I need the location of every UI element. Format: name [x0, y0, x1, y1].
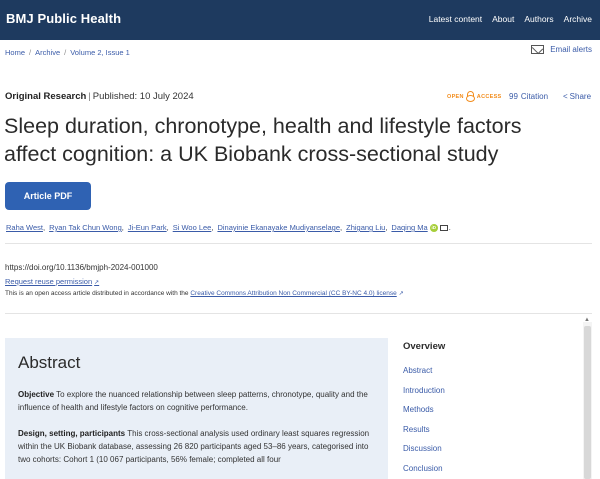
overview-heading: Overview	[403, 341, 446, 352]
email-alerts-link[interactable]	[531, 45, 592, 54]
author-link[interactable]: Ji-Eun Park	[127, 223, 167, 232]
share-icon: <	[563, 92, 568, 101]
correspondence-email-icon[interactable]	[440, 225, 448, 231]
brand-logo[interactable]: BMJ Public Health	[6, 11, 122, 26]
share-button[interactable]	[563, 92, 591, 101]
license-link[interactable]: Creative Commons Attribution Non Commercial (CC BY-NC 4.0) license	[190, 290, 397, 297]
overview-link-discussion[interactable]: Discussion	[403, 444, 442, 454]
quote-icon: 99	[509, 92, 518, 101]
overview-nav	[403, 341, 445, 479]
abstract-objective: Objective To explore the nuanced relationship between sleep patterns, chronotype, quality and the influence of health and lifestyle factors on cognitive performance.	[18, 390, 368, 412]
email-alerts-label: Email alerts	[550, 45, 592, 54]
license-statement	[5, 290, 404, 297]
breadcrumb-issue[interactable]: Volume 2, Issue 1	[70, 48, 130, 57]
author-link[interactable]: Daqing Ma	[391, 223, 428, 232]
overview-link-methods[interactable]: Methods	[403, 405, 434, 415]
external-link-icon: ↗	[94, 280, 100, 286]
publish-date: Published: 10 July 2024	[92, 91, 194, 102]
license-prefix: This is an open access article distributed in accordance with the	[5, 290, 189, 297]
overview-link-introduction[interactable]: Introduction	[403, 385, 445, 395]
breadcrumb	[5, 48, 130, 57]
scroll-up-icon[interactable]: ▲	[584, 317, 590, 323]
open-access-prefix: OPEN	[447, 93, 464, 100]
envelope-icon	[531, 45, 544, 54]
breadcrumb-home[interactable]: Home	[5, 48, 26, 57]
abstract-design: Design, setting, participants This cross-sectional analysis used ordinary least squares regression within the UK Biobank database, assessing 26 820 participants aged 53–86 years, categorised into two cohorts: Cohort 1 (10 067 participants, 56% female; completed all four	[18, 429, 370, 464]
main-nav	[429, 14, 592, 24]
breadcrumb-separator: /	[29, 48, 32, 57]
open-lock-icon	[466, 91, 475, 102]
breadcrumb-separator: /	[64, 48, 67, 57]
author-link[interactable]: Raha West	[6, 223, 43, 232]
overview-link-conclusion[interactable]: Conclusion	[403, 463, 443, 473]
citation-label: Citation	[520, 92, 549, 101]
open-access-suffix: ACCESS	[476, 93, 502, 100]
breadcrumb-archive[interactable]: Archive	[35, 48, 61, 57]
article-type: Original Research	[5, 91, 87, 102]
reuse-permission-link[interactable]: Request reuse permission ↗	[5, 277, 100, 286]
share-label: Share	[569, 92, 592, 101]
open-access-badge	[447, 91, 502, 102]
abstract-panel	[5, 338, 388, 479]
author-link[interactable]: Dinayinie Ekanayake Mudiyanselage	[217, 223, 341, 232]
citation-button[interactable]	[509, 92, 548, 101]
author-link[interactable]: Ryan Tak Chun Wong	[49, 223, 122, 232]
site-header	[0, 0, 600, 40]
article-pdf-button[interactable]: Article PDF	[5, 182, 91, 210]
nav-latest-content[interactable]: Latest content	[428, 14, 483, 24]
article-title: Sleep duration, chronotype, health and lifestyle factors affect cognition: a UK Biobank cross-sectional study	[4, 114, 522, 166]
article-meta	[5, 91, 194, 102]
scrollbar-thumb[interactable]	[584, 326, 591, 479]
meta-separator: |	[88, 91, 91, 102]
external-link-icon: ↗	[398, 291, 404, 297]
author-link[interactable]: Si Woo Lee	[172, 223, 212, 232]
nav-about[interactable]: About	[492, 14, 515, 24]
divider	[5, 243, 592, 244]
abstract-heading: Abstract	[18, 353, 81, 372]
author-link[interactable]: Zhigang Liu	[346, 223, 386, 232]
orcid-icon[interactable]: iD	[431, 224, 436, 230]
author-list: Raha West , Ryan Tak Chun Wong , Ji-Eun Park , Si Woo Lee , Dinayinie Ekanayake Mudiyanselage , Zhigang Liu , Daqing Ma iD .	[6, 223, 451, 232]
nav-authors[interactable]: Authors	[524, 14, 554, 24]
doi-link[interactable]: https://doi.org/10.1136/bmjph-2024-001000	[5, 263, 158, 272]
divider	[5, 313, 592, 314]
nav-archive[interactable]: Archive	[563, 14, 592, 24]
overview-link-abstract[interactable]: Abstract	[403, 366, 433, 375]
overview-link-results[interactable]: Results	[403, 424, 430, 434]
